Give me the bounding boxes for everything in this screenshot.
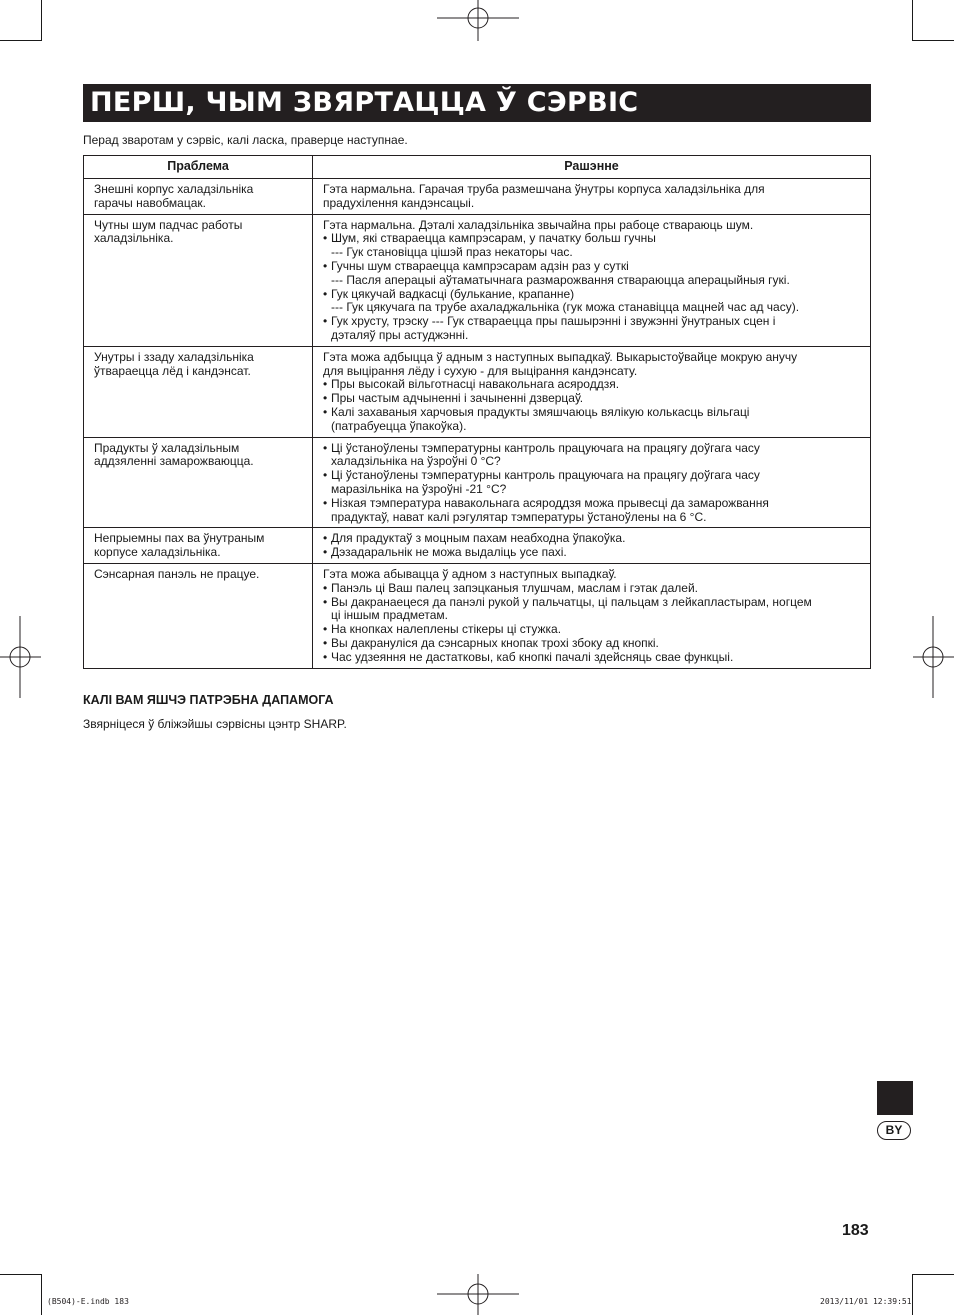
page-number: 183 <box>842 1222 869 1239</box>
solution-bullet-item <box>323 315 865 343</box>
solution-bullet-item <box>323 378 865 392</box>
problem-text-line: аддзяленні замарожваюцца. <box>94 454 254 469</box>
solution-bullet-line: • Шум, які ствараецца кампрэсарам, у пачатку больш гучны <box>331 231 656 246</box>
solution-bullet-line: • Панэль ці Ваш палец запэцканыя тлушчам, маслам і гэтак далей. <box>331 580 699 595</box>
solution-bullet-item <box>323 546 865 560</box>
solution-cell <box>313 346 871 437</box>
solution-bullet-item <box>323 637 865 651</box>
solution-intro-line: для выцірання лёду і сухую - для выцірання кандэнсату. <box>323 363 638 378</box>
solution-bullet-line: прадуктаў, нават калі рэгулятар тэмпературы ўстаноўлены на 6 °C. <box>331 509 707 524</box>
solution-cell <box>313 214 871 346</box>
solution-bullet-line: --- Гук становіцца цішэй праз некаторы час. <box>331 245 573 260</box>
problem-text-line: ўтвараецца лёд і кандэнсат. <box>94 363 251 378</box>
solution-cell <box>313 563 871 668</box>
crop-mark <box>912 0 913 41</box>
problem-cell <box>84 437 313 528</box>
footer-timestamp: 2013/11/01 12:39:51 <box>820 1297 912 1306</box>
solution-bullet-line: • Час удзеяння не дастатковы, каб кнопкі пачалі здейсняць свае функцыі. <box>331 649 734 664</box>
solution-intro-line: Гэта можа абывацца ў адном з наступных выпадкаў. <box>323 566 617 581</box>
solution-bullet-item <box>323 288 865 316</box>
crop-mark <box>41 0 42 41</box>
solution-bullet-line: • Ці ўстаноўлены тэмпературны кантроль працуючага на працягу доўгага часу <box>331 468 760 483</box>
solution-bullet-list <box>323 582 865 665</box>
troubleshooting-table <box>83 155 871 669</box>
table-row <box>84 214 871 346</box>
solution-bullet-line: • На кнопках налеплены стікеры ці стужка. <box>331 622 562 637</box>
problem-text-line: Унутры і ззаду халадзільніка <box>94 349 254 364</box>
problem-text-line: Прадукты ў халадзільным <box>94 440 240 455</box>
footer-file-info: (B504)-E.indb 183 <box>47 1297 129 1306</box>
solution-bullet-line: • Нізкая тэмпература навакольнага асяроддзя можа прывесці да замарожвання <box>331 495 769 510</box>
solution-bullet-item <box>323 406 865 434</box>
crop-mark <box>0 40 41 41</box>
problem-text-line: Непрыемны пах ва ўнутраным <box>94 531 265 546</box>
table-body <box>84 179 871 669</box>
table-row <box>84 528 871 564</box>
crop-mark <box>913 40 954 41</box>
solution-bullet-item <box>323 232 865 260</box>
solution-intro-line: Гэта нармальна. Гарачая труба размешчана ўнутры корпуса халадзільніка для <box>323 182 765 196</box>
solution-bullet-list <box>323 378 865 433</box>
solution-bullet-item <box>323 532 865 546</box>
problem-text-line: халадзільніка. <box>94 231 174 246</box>
solution-bullet-line: • Дэзадаральнік не можа выдаліць усе пахі. <box>331 545 567 560</box>
problem-text-line: Сэнсарная панэль не працуе. <box>94 566 260 581</box>
solution-bullet-item <box>323 623 865 637</box>
solution-bullet-line: дэталяў пры астуджэнні. <box>331 327 469 342</box>
solution-bullet-line: • Пры высокай вільготнасці навакольнага асяроддзя. <box>331 377 620 392</box>
solution-intro-line: прадухілення кандэнсацыі. <box>323 195 475 210</box>
solution-bullet-item <box>323 469 865 497</box>
table-header-row <box>84 156 871 179</box>
solution-bullet-line: ці іншым прадметам. <box>331 608 448 623</box>
solution-bullet-line: • Гучны шум ствараецца кампрэсарам адзін раз у суткі <box>331 258 629 273</box>
solution-bullet-list <box>323 232 865 342</box>
solution-intro-line: Гэта нармальна. Дэталі халадзільніка звычайна пры рабоце ствараюць шум. <box>323 217 754 232</box>
registration-mark-icon <box>0 616 41 698</box>
registration-mark-icon <box>913 616 954 698</box>
solution-bullet-line: маразільніка на ўзроўні -21 °C? <box>331 481 507 496</box>
solution-bullet-line: --- Пасля аперацыі аўтаматычнага размарожвання ствараюцца аперацыйныя гукі. <box>331 272 790 287</box>
problem-text-line: корпусе халадзільніка. <box>94 545 221 560</box>
solution-bullet-item <box>323 260 865 288</box>
crop-mark <box>913 1274 954 1275</box>
crop-mark <box>41 1274 42 1315</box>
solution-bullet-line: • Вы дакранаецеся да панэлі рукой у пальчатцы, ці пальцам з лейкапластырам, ногцем <box>331 594 812 609</box>
solution-bullet-item <box>323 392 865 406</box>
column-header-solution: Рашэнне <box>313 156 871 179</box>
problem-cell <box>84 214 313 346</box>
solution-bullet-line: • Калі захаваныя харчовыя прадукты змяшчаюць вялікую колькасць вільгаці <box>331 404 750 419</box>
table-row <box>84 179 871 215</box>
solution-bullet-item <box>323 651 865 665</box>
problem-cell <box>84 528 313 564</box>
problem-cell <box>84 346 313 437</box>
solution-bullet-item <box>323 497 865 525</box>
solution-intro-line: Гэта можа адбыцца ў адным з наступных выпадкаў. Выкарыстоўвайце мокрую анучу <box>323 349 798 364</box>
solution-bullet-line: • Гук хрусту, трэску --- Гук ствараецца пры пашырэнні і звужэнні ўнутраных сцен і <box>331 314 776 329</box>
solution-bullet-line: • Для прадуктаў з моцным пахам неабходна ўпакоўка. <box>331 531 626 546</box>
solution-bullet-list <box>323 442 865 525</box>
registration-mark-icon <box>437 0 519 41</box>
solution-bullet-line: • Вы дакрануліся да сэнсарных кнопак трохі збоку ад кнопкі. <box>331 635 659 650</box>
registration-mark-icon <box>437 1274 519 1315</box>
problem-text-line: Чутны шум падчас работы <box>94 217 243 232</box>
section-tab-marker <box>877 1081 913 1115</box>
help-text: Звярніцеся ў бліжэйшы сэрвісны цэнтр SHARP. <box>83 717 347 731</box>
problem-text-line: Знешні корпус халадзільніка <box>94 182 254 196</box>
solution-cell <box>313 179 871 215</box>
solution-bullet-line: • Ці ўстаноўлены тэмпературны кантроль працуючага на працягу доўгага часу <box>331 440 760 455</box>
solution-bullet-line: • Гук цякучай вадкасці (булькание, крапанне) <box>331 286 575 301</box>
problem-cell <box>84 563 313 668</box>
problem-text-line: гарачы навобмацак. <box>94 195 206 210</box>
solution-cell <box>313 528 871 564</box>
solution-bullet-item <box>323 596 865 624</box>
solution-bullet-list <box>323 532 865 560</box>
crop-mark <box>912 1274 913 1315</box>
solution-bullet-line: • Пры частым адчыненні і зачыненні дзверцаў. <box>331 391 584 406</box>
problem-cell <box>84 179 313 215</box>
intro-text: Перад зваротам у сэрвіс, калі ласка, праверце наступнае. <box>83 133 408 147</box>
help-heading: КАЛІ ВАМ ЯШЧЭ ПАТРЭБНА ДАПАМОГА <box>83 693 334 707</box>
solution-bullet-line: --- Гук цякучага па трубе ахаладжальніка (гук можа станавіцца мацней час ад часу). <box>331 300 800 315</box>
page-title: ПЕРШ, ЧЫМ ЗВЯРТАЦЦА Ў СЭРВІС <box>83 84 871 122</box>
table-row <box>84 346 871 437</box>
solution-bullet-item <box>323 442 865 470</box>
solution-bullet-item <box>323 582 865 596</box>
table-row <box>84 563 871 668</box>
solution-bullet-line: (патрабуецца ўпакоўка). <box>331 418 467 433</box>
solution-cell <box>313 437 871 528</box>
language-badge: BY <box>877 1121 911 1140</box>
column-header-problem: Праблема <box>84 156 313 179</box>
table-row <box>84 437 871 528</box>
crop-mark <box>0 1274 41 1275</box>
solution-bullet-line: халадзільніка на ўзроўні 0 °C? <box>331 454 501 469</box>
